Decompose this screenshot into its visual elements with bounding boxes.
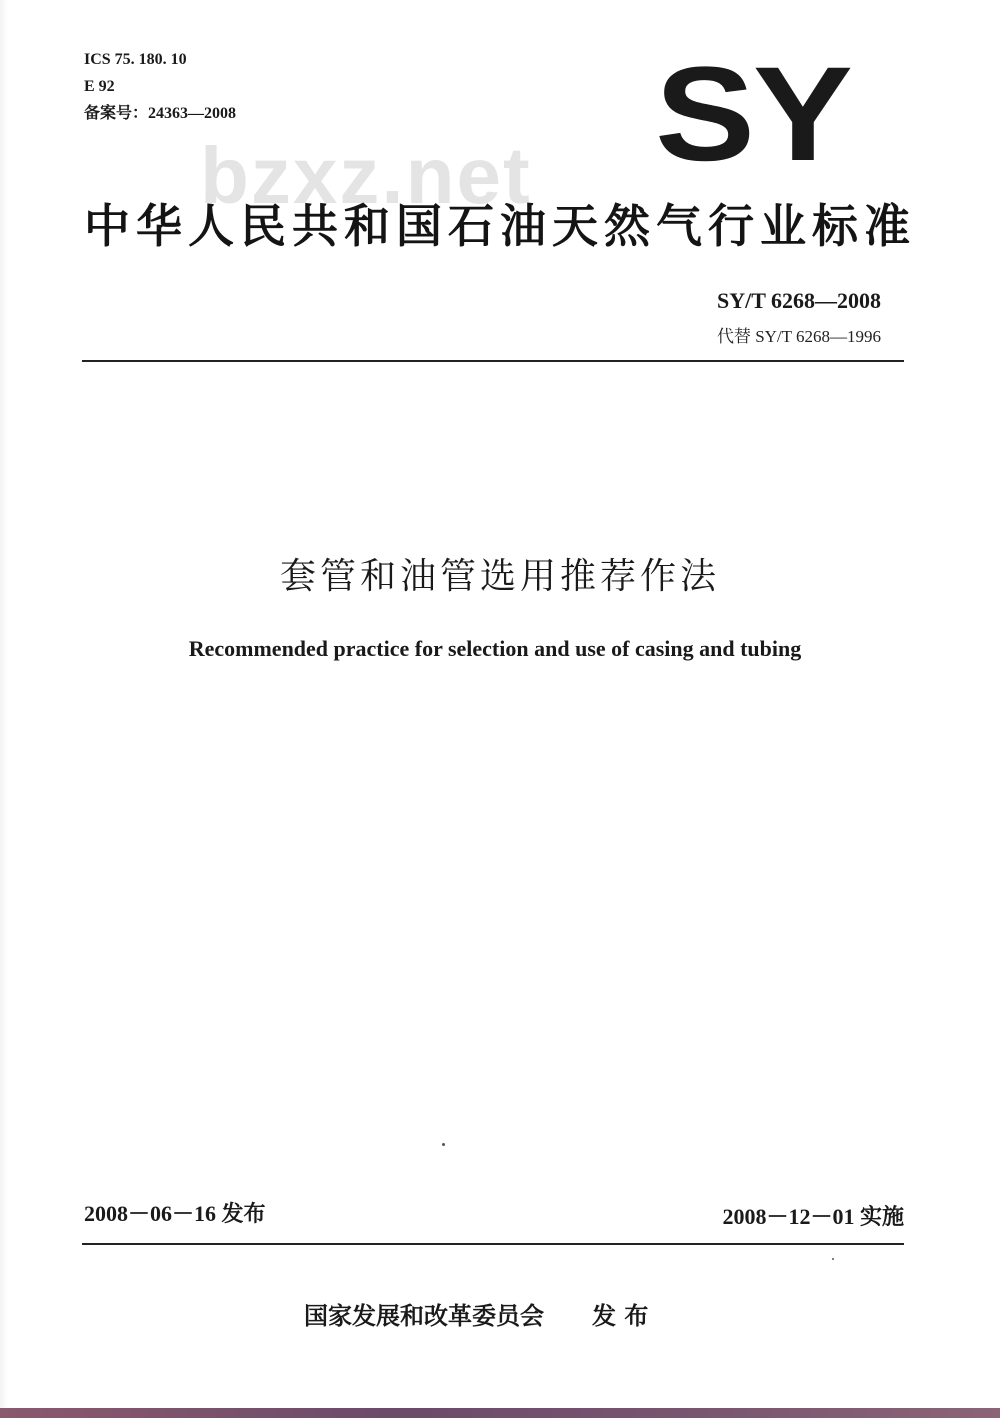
publish-date: 2008－06－16 发布 <box>84 1201 266 1226</box>
bottom-color-band <box>0 1408 1000 1418</box>
scan-speck <box>442 1143 445 1146</box>
standard-code: SY/T 6268—2008 <box>716 288 881 313</box>
document-title-english: Recommended practice for selection and use of casing and tubing <box>188 636 802 661</box>
standard-name: 中华人民共和国石油天然气行业标准 <box>84 199 916 253</box>
metadata-block <box>84 46 236 127</box>
effective-date: 2008－12－01 实施 <box>722 1204 904 1229</box>
classification-code: E 92 <box>84 78 115 95</box>
replaces-note: 代替 SY/T 6268—1996 <box>716 327 881 346</box>
bottom-divider <box>82 1243 904 1245</box>
issuer-name: 国家发展和改革委员会 <box>304 1302 544 1330</box>
ics-code: ICS 75. 180. 10 <box>84 51 187 68</box>
sy-logo: SY <box>655 40 851 189</box>
watermark: bzxz.net <box>200 131 532 220</box>
record-number: 备案号：24363—2008 <box>84 105 237 122</box>
issuer-line <box>304 1296 648 1331</box>
issuer-action: 发 布 <box>592 1302 649 1330</box>
scan-speck <box>832 1258 834 1260</box>
document-title-chinese: 套管和油管选用推荐作法 <box>279 556 720 597</box>
top-divider <box>82 360 904 362</box>
